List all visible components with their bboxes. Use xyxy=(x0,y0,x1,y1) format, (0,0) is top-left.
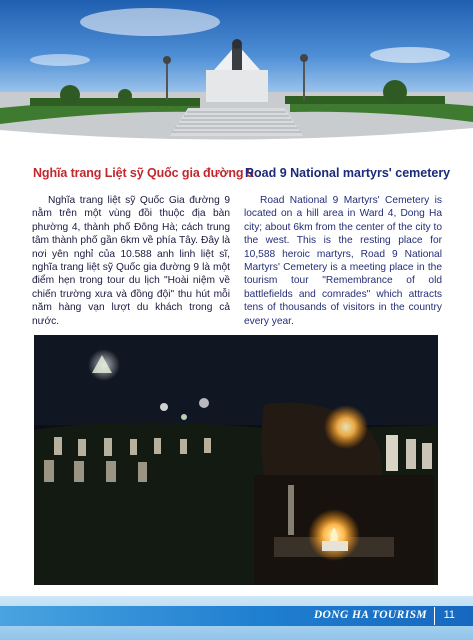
heading-vietnamese: Nghĩa trang Liệt sỹ Quốc gia đường 9 xyxy=(33,166,254,180)
footer-brand: DONG HA TOURISM xyxy=(313,609,427,621)
page-number: 11 xyxy=(443,609,455,621)
page-footer xyxy=(0,596,473,640)
column-english xyxy=(244,194,442,328)
hero-photo-cemetery-monument xyxy=(0,0,473,160)
article-headings xyxy=(0,166,473,186)
footer-divider xyxy=(434,607,435,625)
column-vietnamese xyxy=(32,194,230,328)
body-vietnamese: Nghĩa trang liệt sỹ Quốc Gia đường 9 nằm trên một vùng đồi thuộc địa bàn phường 4, thành phố Đông Hà; cách trung tâm thành phố gần 6km về phía Tây. Đây là nơi yên nghỉ của 10.588 anh linh liệt sĩ, nghĩa trang liệt sỹ Quốc gia đường 9 là một điểm hẹn trong tour du lịch "Hoài niệm về chiến trường xưa và đồng đội" thu hút mỗi năm hàng vạn lượt du khách trong cả nước. xyxy=(32,195,230,327)
body-english: Road National 9 Martyrs' Cemetery is located on a hill area in Ward 4, Dong Ha city; about 6km from the center of the city to the west. This is the resting place for 10,588 heroic martyrs, Road 9 National Martyrs' Cemetery is a meeting place in the tourism tour "Remembrance of old battlefields and comrades" which attracts tens of thousands of visitors in the country every year. xyxy=(244,195,442,327)
night-cemetery-photo xyxy=(34,335,438,585)
heading-english: Road 9 National martyrs' cemetery xyxy=(245,166,451,180)
